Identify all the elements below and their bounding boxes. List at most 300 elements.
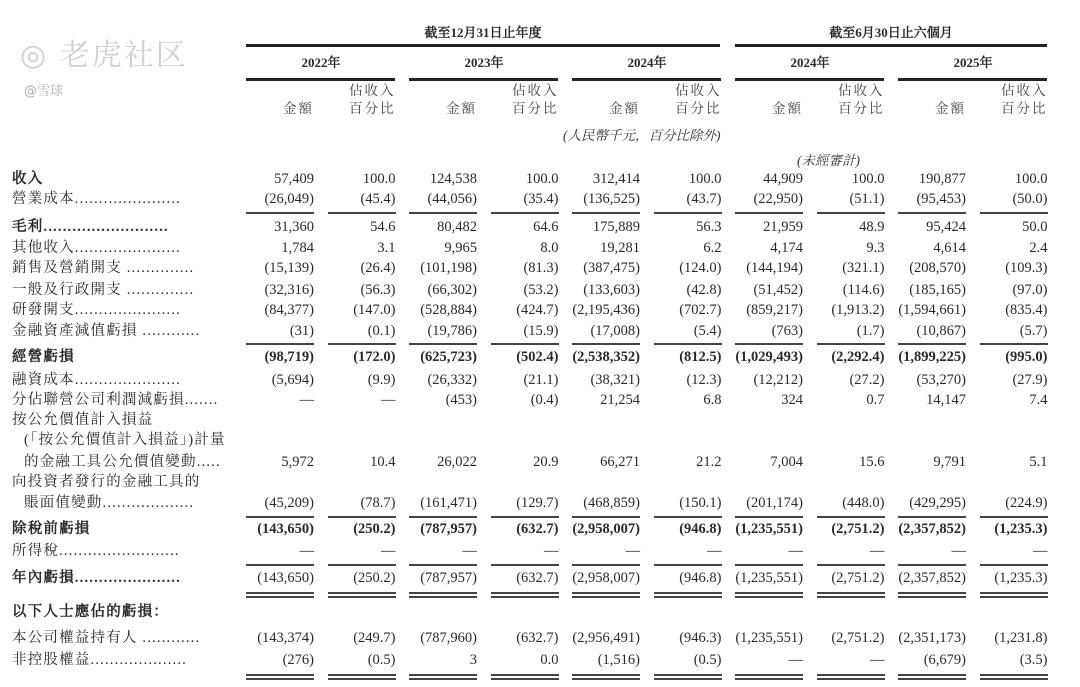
pct-cell: (946.3): [679, 630, 722, 646]
amount-cell: 9,965: [444, 240, 477, 256]
pct-cell: (1.7): [856, 323, 885, 339]
double-underline: [246, 596, 314, 598]
underline: [328, 212, 396, 214]
amount-cell: (6,679): [923, 652, 966, 668]
underline: [491, 343, 559, 345]
pct-cell: (42.8): [686, 282, 722, 298]
amount-cell: (31): [289, 323, 314, 339]
underline: [572, 564, 640, 566]
amount-cell: (787,957): [420, 521, 477, 537]
pct-cell: (0.1): [367, 323, 396, 339]
amount-cell: (143,374): [257, 630, 314, 646]
pct-cell: —: [1033, 543, 1048, 559]
amount-cell: (429,295): [909, 495, 966, 511]
amount-cell: 4,614: [933, 240, 966, 256]
amount-cell: (143,650): [257, 521, 314, 537]
pct-cell: (424.7): [516, 302, 559, 318]
underline: [735, 343, 803, 345]
pct-cell: 0.0: [540, 652, 559, 668]
double-underline: [491, 678, 559, 680]
pct-cell: (56.3): [360, 282, 396, 298]
row-label: 收入: [12, 171, 44, 187]
double-underline: [246, 674, 314, 676]
amount-cell: 124,538: [429, 171, 477, 187]
double-underline: [246, 592, 314, 594]
pct-cell: (5.4): [693, 323, 722, 339]
amount-cell: (453): [445, 392, 477, 408]
amount-cell: (144,194): [746, 260, 803, 276]
amount-cell: (2,958,007): [572, 521, 640, 537]
amount-cell: (133,603): [583, 282, 640, 298]
pct-column-header: 佔收入: [1001, 83, 1048, 98]
pct-cell: 15.6: [859, 454, 885, 470]
row-label: 除稅前虧損: [12, 521, 91, 537]
double-underline: [654, 592, 722, 594]
pct-cell: (15.9): [523, 323, 559, 339]
amount-cell: (32,316): [264, 282, 314, 298]
double-underline: [817, 596, 885, 598]
pct-cell: (12.3): [686, 372, 722, 388]
amount-cell: (1,235,551): [735, 570, 803, 586]
pct-cell: —: [381, 392, 396, 408]
pct-cell: (50.0): [1012, 191, 1048, 207]
double-underline: [328, 596, 396, 598]
amount-cell: (387,475): [583, 260, 640, 276]
pct-cell: —: [381, 543, 396, 559]
double-underline: [654, 674, 722, 676]
double-underline: [898, 674, 966, 676]
pct-column-header: 百分比: [675, 101, 722, 116]
row-label: 營業成本......................: [12, 191, 181, 207]
amount-cell: 1,784: [281, 240, 314, 256]
amount-cell: —: [951, 543, 966, 559]
underline: [409, 212, 477, 214]
pct-cell: (0.4): [530, 392, 559, 408]
row-label: 銷售及營銷開支 ..............: [12, 260, 195, 276]
double-underline: [246, 678, 314, 680]
pct-cell: (249.7): [353, 630, 396, 646]
row-label: 研發開支......................: [12, 302, 181, 318]
double-underline: [980, 596, 1048, 598]
pct-cell: (632.7): [516, 630, 559, 646]
pct-cell: 50.0: [1022, 219, 1048, 235]
double-underline: [572, 678, 640, 680]
amount-cell: 3: [469, 652, 477, 668]
pct-cell: (632.7): [516, 521, 559, 537]
pct-cell: 6.8: [703, 392, 722, 408]
pct-column-header: 佔收入: [675, 83, 722, 98]
pct-cell: (21.1): [523, 372, 559, 388]
underline: [898, 343, 966, 345]
amount-cell: (1,899,225): [898, 349, 966, 365]
row-label: 本公司權益持有人 ............: [12, 630, 201, 646]
amount-cell: 19,281: [600, 240, 640, 256]
amount-cell: 4,174: [770, 240, 803, 256]
year-rule: [246, 78, 395, 81]
underline: [654, 516, 722, 518]
double-underline: [409, 674, 477, 676]
underline: [246, 564, 314, 566]
amount-cell: (143,650): [257, 570, 314, 586]
amount-cell: (2,538,352): [572, 349, 640, 365]
amount-cell: (1,235,551): [735, 521, 803, 537]
amount-cell: (15,139): [264, 260, 314, 276]
pct-cell: (250.2): [353, 570, 396, 586]
pct-cell: (27.9): [1012, 372, 1048, 388]
double-underline: [654, 678, 722, 680]
amount-cell: 57,409: [274, 171, 314, 187]
underline: [491, 212, 559, 214]
row-label: 向投資者發行的金融工具的: [12, 474, 201, 490]
underline: [654, 212, 722, 214]
amount-cell: (10,867): [916, 323, 966, 339]
pct-cell: (946.8): [679, 521, 722, 537]
year-rule: [898, 78, 1047, 81]
pct-column-header: 百分比: [349, 101, 396, 116]
double-underline: [491, 592, 559, 594]
pct-cell: 2.4: [1029, 240, 1048, 256]
amount-cell: 95,424: [926, 219, 966, 235]
amount-cell: (625,723): [420, 349, 477, 365]
amount-cell: 9,791: [933, 454, 966, 470]
underline: [817, 564, 885, 566]
pct-cell: 56.3: [696, 219, 722, 235]
pct-cell: 100.0: [362, 171, 396, 187]
pct-cell: 5.1: [1029, 454, 1048, 470]
amount-cell: (787,957): [420, 570, 477, 586]
pct-cell: (448.0): [842, 495, 885, 511]
row-label: 以下人士應佔的虧損：: [12, 604, 169, 620]
amount-cell: (468,859): [583, 495, 640, 511]
year-header: 2024年: [627, 55, 667, 70]
amount-column-header: 金額: [609, 101, 640, 116]
pct-cell: —: [544, 543, 559, 559]
pct-cell: (172.0): [353, 349, 396, 365]
pct-cell: (35.4): [523, 191, 559, 207]
underline: [328, 516, 396, 518]
underline: [246, 516, 314, 518]
row-label: (「按公允價值計入損益」)計量: [24, 432, 226, 448]
amount-cell: (17,008): [590, 323, 640, 339]
pct-column-header: 佔收入: [512, 83, 559, 98]
amount-cell: (2,195,436): [572, 302, 640, 318]
pct-cell: (0.5): [367, 652, 396, 668]
amount-cell: (763): [771, 323, 803, 339]
double-underline: [735, 678, 803, 680]
underline: [654, 343, 722, 345]
pct-cell: (995.0): [1005, 349, 1048, 365]
double-underline: [328, 674, 396, 676]
pct-cell: 48.9: [859, 219, 885, 235]
pct-cell: 9.3: [866, 240, 885, 256]
pct-cell: (632.7): [516, 570, 559, 586]
pct-cell: 21.2: [696, 454, 722, 470]
pct-cell: (150.1): [679, 495, 722, 511]
double-underline: [735, 596, 803, 598]
group-rule: [246, 44, 720, 47]
double-underline: [572, 592, 640, 594]
underline: [491, 516, 559, 518]
amount-cell: (66,302): [427, 282, 477, 298]
amount-cell: 31,360: [274, 219, 314, 235]
pct-cell: —: [707, 543, 722, 559]
amount-cell: 324: [781, 392, 803, 408]
watermark-handle: @雪球: [24, 84, 64, 99]
double-underline: [898, 592, 966, 594]
pct-column-header: 佔收入: [349, 83, 396, 98]
row-label: 所得稅.........................: [12, 543, 180, 559]
underline: [980, 343, 1048, 345]
amount-cell: (45,209): [264, 495, 314, 511]
underline: [572, 516, 640, 518]
amount-cell: —: [788, 652, 803, 668]
pct-cell: 8.0: [540, 240, 559, 256]
amount-cell: 44,909: [763, 171, 803, 187]
amount-cell: (53,270): [916, 372, 966, 388]
amount-cell: (38,321): [590, 372, 640, 388]
row-label: 賬面值變動...................: [24, 495, 195, 511]
amount-column-header: 金額: [935, 101, 966, 116]
underline: [898, 564, 966, 566]
pct-column-header: 百分比: [512, 101, 559, 116]
amount-cell: (787,960): [420, 630, 477, 646]
underline: [328, 343, 396, 345]
amount-cell: (2,956,491): [572, 630, 640, 646]
amount-cell: (208,570): [909, 260, 966, 276]
amount-cell: 7,004: [770, 454, 803, 470]
amount-cell: 21,254: [600, 392, 640, 408]
amount-cell: (26,049): [264, 191, 314, 207]
pct-cell: (114.6): [842, 282, 885, 298]
underline: [817, 212, 885, 214]
pct-cell: 100.0: [1014, 171, 1048, 187]
pct-cell: (1,235.3): [994, 570, 1048, 586]
amount-cell: (84,377): [264, 302, 314, 318]
amount-cell: (101,198): [420, 260, 477, 276]
row-label: 其他收入......................: [12, 240, 181, 256]
underline: [409, 564, 477, 566]
amount-cell: (12,212): [753, 372, 803, 388]
amount-cell: 66,271: [600, 454, 640, 470]
pct-cell: —: [870, 652, 885, 668]
row-label: 年內虧損......................: [12, 570, 181, 586]
pct-column-header: 百分比: [838, 101, 885, 116]
underline: [980, 516, 1048, 518]
amount-column-header: 金額: [446, 101, 477, 116]
underline: [409, 343, 477, 345]
pct-cell: (835.4): [1005, 302, 1048, 318]
pct-cell: (5.7): [1019, 323, 1048, 339]
pct-column-header: 佔收入: [838, 83, 885, 98]
pct-cell: —: [870, 543, 885, 559]
pct-cell: (78.7): [360, 495, 396, 511]
pct-cell: (946.8): [679, 570, 722, 586]
pct-cell: (43.7): [686, 191, 722, 207]
double-underline: [817, 592, 885, 594]
row-label: 金融資產減值虧損 ............: [12, 323, 201, 339]
amount-cell: 190,877: [918, 171, 966, 187]
underline: [817, 516, 885, 518]
underline: [328, 564, 396, 566]
year-header: 2025年: [953, 55, 993, 70]
double-underline: [572, 674, 640, 676]
pct-cell: 0.7: [866, 392, 885, 408]
amount-cell: 14,147: [926, 392, 966, 408]
pct-cell: 10.4: [370, 454, 396, 470]
pct-cell: (224.9): [1005, 495, 1048, 511]
pct-cell: 3.1: [377, 240, 396, 256]
amount-cell: (276): [282, 652, 314, 668]
group-rule: [735, 44, 1047, 47]
unaudited-note: (未經審計): [797, 153, 860, 168]
amount-cell: (2,357,852): [898, 521, 966, 537]
double-underline: [735, 592, 803, 594]
amount-cell: (201,174): [746, 495, 803, 511]
double-underline: [572, 596, 640, 598]
amount-cell: 21,959: [763, 219, 803, 235]
pct-cell: (2,751.2): [831, 521, 885, 537]
pct-cell: (27.2): [849, 372, 885, 388]
group-header-six-months: 截至6月30日止六個月: [829, 25, 953, 40]
pct-cell: (2,751.2): [831, 630, 885, 646]
underline: [409, 516, 477, 518]
pct-cell: (26.4): [360, 260, 396, 276]
pct-cell: (1,231.8): [994, 630, 1048, 646]
pct-column-header: 百分比: [1001, 101, 1048, 116]
pct-cell: 100.0: [851, 171, 885, 187]
underline: [572, 212, 640, 214]
underline: [572, 343, 640, 345]
amount-cell: (185,165): [909, 282, 966, 298]
underline: [246, 343, 314, 345]
amount-cell: (1,235,551): [735, 630, 803, 646]
amount-cell: (98,719): [264, 349, 314, 365]
double-underline: [409, 592, 477, 594]
underline: [491, 564, 559, 566]
underline: [735, 564, 803, 566]
pct-cell: (3.5): [1019, 652, 1048, 668]
amount-cell: —: [788, 543, 803, 559]
amount-cell: (44,056): [427, 191, 477, 207]
amount-cell: (1,029,493): [735, 349, 803, 365]
pct-cell: (1,235.3): [994, 521, 1048, 537]
pct-cell: (129.7): [516, 495, 559, 511]
pct-cell: (9.9): [367, 372, 396, 388]
pct-cell: 54.6: [370, 219, 396, 235]
row-label: 非控股權益....................: [12, 652, 187, 668]
double-underline: [817, 674, 885, 676]
double-underline: [409, 596, 477, 598]
pct-cell: (147.0): [353, 302, 396, 318]
double-underline: [817, 678, 885, 680]
amount-cell: (161,471): [420, 495, 477, 511]
pct-cell: 100.0: [525, 171, 559, 187]
pct-cell: (502.4): [516, 349, 559, 365]
pct-cell: 6.2: [703, 240, 722, 256]
pct-cell: (45.4): [360, 191, 396, 207]
underline: [898, 212, 966, 214]
double-underline: [409, 678, 477, 680]
pct-cell: 64.6: [533, 219, 559, 235]
year-header: 2024年: [790, 55, 830, 70]
underline: [980, 564, 1048, 566]
year-header: 2022年: [301, 55, 341, 70]
row-label: 的金融工具公允價值變動.....: [24, 454, 221, 470]
row-label: 融資成本......................: [12, 372, 181, 388]
pct-cell: (81.3): [523, 260, 559, 276]
underline: [246, 212, 314, 214]
amount-cell: (26,332): [427, 372, 477, 388]
amount-cell: (51,452): [753, 282, 803, 298]
amount-cell: (136,525): [583, 191, 640, 207]
double-underline: [980, 678, 1048, 680]
pct-cell: (51.1): [849, 191, 885, 207]
row-label: 按公允價值計入損益: [12, 412, 154, 428]
pct-cell: (702.7): [679, 302, 722, 318]
double-underline: [654, 596, 722, 598]
amount-cell: (1,594,661): [898, 302, 966, 318]
double-underline: [898, 596, 966, 598]
double-underline: [980, 674, 1048, 676]
double-underline: [328, 678, 396, 680]
amount-column-header: 金額: [283, 101, 314, 116]
pct-cell: (109.3): [1005, 260, 1048, 276]
amount-cell: (859,217): [746, 302, 803, 318]
amount-cell: (1,516): [597, 652, 640, 668]
pct-cell: (812.5): [679, 349, 722, 365]
amount-cell: —: [299, 543, 314, 559]
double-underline: [735, 674, 803, 676]
year-header: 2023年: [464, 55, 504, 70]
row-label: 經營虧損: [12, 349, 75, 365]
year-rule: [735, 78, 884, 81]
amount-cell: (2,351,173): [898, 630, 966, 646]
pct-cell: (2,751.2): [831, 570, 885, 586]
amount-cell: (22,950): [753, 191, 803, 207]
pct-cell: (124.0): [679, 260, 722, 276]
pct-cell: (1,913.2): [831, 302, 885, 318]
pct-cell: 100.0: [688, 171, 722, 187]
amount-column-header: 金額: [772, 101, 803, 116]
amount-cell: (5,694): [271, 372, 314, 388]
underline: [654, 564, 722, 566]
amount-cell: (2,357,852): [898, 570, 966, 586]
pct-cell: 7.4: [1029, 392, 1048, 408]
underline: [735, 516, 803, 518]
double-underline: [328, 592, 396, 594]
pct-cell: (321.1): [842, 260, 885, 276]
row-label: 一般及行政開支 ..............: [12, 282, 195, 298]
double-underline: [898, 678, 966, 680]
amount-cell: (2,958,007): [572, 570, 640, 586]
pct-cell: (0.5): [693, 652, 722, 668]
amount-cell: 175,889: [592, 219, 640, 235]
row-label: 毛利..........................: [12, 219, 169, 235]
amount-cell: (95,453): [916, 191, 966, 207]
pct-cell: (250.2): [353, 521, 396, 537]
underline: [817, 343, 885, 345]
amount-cell: 80,482: [437, 219, 477, 235]
double-underline: [491, 596, 559, 598]
pct-cell: 20.9: [533, 454, 559, 470]
double-underline: [491, 674, 559, 676]
double-underline: [980, 592, 1048, 594]
year-rule: [572, 78, 721, 81]
amount-cell: (19,786): [427, 323, 477, 339]
group-header-full-year: 截至12月31日止年度: [424, 25, 542, 40]
amount-cell: (528,884): [420, 302, 477, 318]
unit-note: (人民幣千元，百分比除外): [563, 128, 721, 143]
